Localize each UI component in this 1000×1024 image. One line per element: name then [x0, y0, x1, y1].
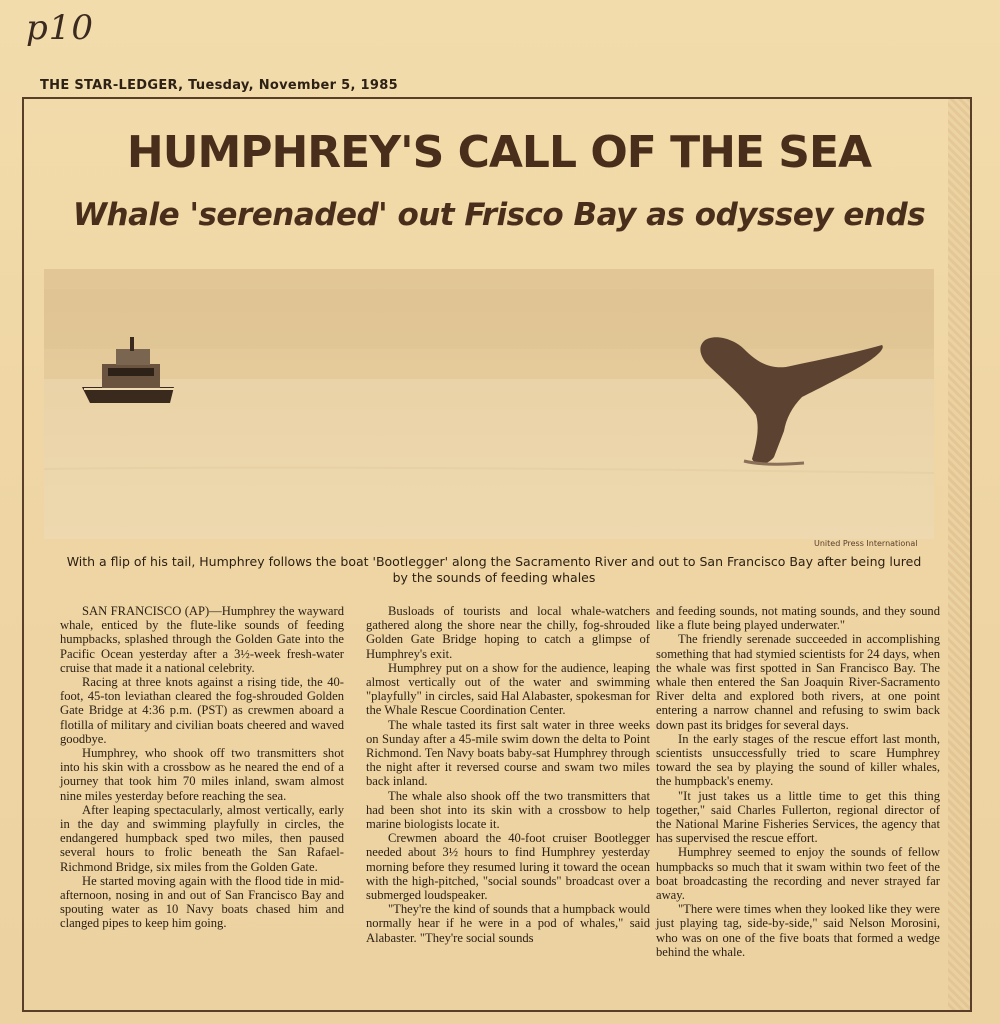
subheadline: Whale 'serenaded' out Frisco Bay as odyssey ends	[72, 197, 926, 233]
paragraph: He started moving again with the flood tide in mid-afternoon, nosing in and out of San Francisco Bay and spouting water as 10 Navy boats chased him and clanged pipes to keep him going.	[60, 873, 344, 931]
paragraph: Humphrey seemed to enjoy the sounds of fellow humpbacks so much that it swam within two feet of the boat broadcasting the recording and never strayed far away.	[656, 845, 940, 903]
article-column-2	[366, 604, 650, 945]
paragraph: The whale tasted its first salt water in three weeks on Sunday after a 45-mile swim down the delta to Point Richmond. Ten Navy boats baby-sat Humphrey through the night after it reversed course and swam two miles back inland.	[366, 717, 650, 789]
paragraph: "There were times when they looked like they were just playing tag, side-by-side," said Nelson Morosini, who was on one of the five boats that formed a wedge behind the whale.	[656, 902, 940, 959]
caption-line-2: by the sounds of feeding whales	[392, 570, 596, 585]
paragraph: The whale also shook off the two transmitters that had been shot into its skin with a crossbow to help marine biologists locate it.	[366, 788, 650, 832]
paragraph: SAN FRANCISCO (AP)—Humphrey the wayward whale, enticed by the flute-like sounds of feeding humpbacks, splashed through the Golden Gate into the Pacific Ocean yesterday after a 3½-week fresh-water cruise that made it a national celebrity.	[60, 604, 344, 675]
paragraph: "It just takes us a little time to get this thing together," said Charles Fullerton, regional director of the National Marine Fisheries Services, the agency that has supervised the rescue effort.	[656, 788, 940, 846]
dateline: THE STAR-LEDGER, Tuesday, November 5, 1985	[40, 78, 398, 93]
photo-caption	[24, 554, 964, 586]
paragraph: Humphrey, who shook off two transmitters shot into his skin with a crossbow as he neared the end of a journey that took him 70 miles inland, swam almost nine miles yesterday before reaching the sea.	[60, 746, 344, 803]
whale-photo	[44, 269, 934, 539]
paragraph: and feeding sounds, not mating sounds, and they sound like a flute being played underwater."	[656, 604, 940, 633]
article-column-1	[60, 604, 344, 931]
photo-credit: United Press International	[814, 539, 918, 548]
paragraph: Crewmen aboard the 40-foot cruiser Bootlegger needed about 3½ hours to find Humphrey yesterday morning before they resumed luring it toward the ocean with the high-pitched, "social sounds" broadcast over a submerged loudspeaker.	[366, 831, 650, 903]
article-column-3	[656, 604, 940, 959]
paragraph: Humphrey put on a show for the audience, leaping almost vertically out of the water and swimming "playfully" in circles, said Hal Alabaster, spokesman for the Whale Rescue Coordination Center.	[366, 660, 650, 718]
handwritten-page-note: p10	[26, 8, 95, 48]
article-clipping	[22, 97, 972, 1012]
paragraph: "They're the kind of sounds that a humpback would normally hear if he were in a pod of whales," said Alabaster. "They're social sounds	[366, 902, 650, 945]
photo-scene	[44, 269, 934, 539]
paragraph: Racing at three knots against a rising tide, the 40-foot, 45-ton leviathan cleared the fog-shrouded Golden Gate Bridge at 4:36 p.m. (PST) as crewmen aboard a flotilla of military and civilian boats cheered and waved goodbye.	[60, 675, 344, 746]
caption-line-1: With a flip of his tail, Humphrey follows the boat 'Bootlegger' along the Sacramento River and out to San Francisco Bay after being lured	[66, 554, 922, 569]
paragraph: Busloads of tourists and local whale-watchers gathered along the shore near the chilly, fog-shrouded Golden Gate Bridge hoping to catch a glimpse of Humphrey's exit.	[366, 604, 650, 661]
article-body	[32, 604, 950, 1004]
paragraph: The friendly serenade succeeded in accomplishing something that had stymied scientists for 24 days, when the whale was first spotted in San Francisco Bay. The whale then entered the San Joaquin River-Sacramento River delta and explored both rivers, at one point entering a narrow channel and refusing to swim back down past its bridges for several days.	[656, 632, 940, 732]
paragraph: In the early stages of the rescue effort last month, scientists unsuccessfully tried to scare Humphrey toward the sea by playing the sound of killer whales, the humpback's enemy.	[656, 731, 940, 789]
paragraph: After leaping spectacularly, almost vertically, early in the day and swimming playfully in circles, the endangered humpback sped two miles, then paused several hours to frolic beneath the San Rafael-Richmond Bridge, six miles from the Golden Gate.	[60, 802, 344, 874]
headline: HUMPHREY'S CALL OF THE SEA	[126, 127, 872, 178]
